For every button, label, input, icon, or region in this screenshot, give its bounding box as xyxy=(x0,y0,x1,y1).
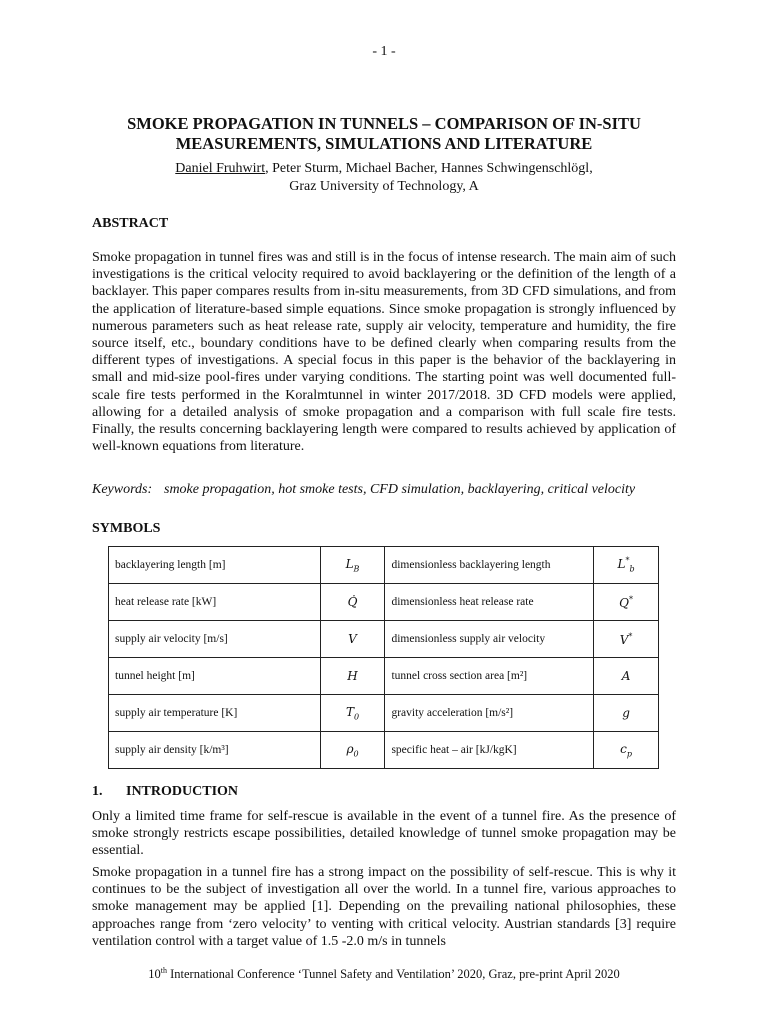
symbol-subscript: 0 xyxy=(353,712,360,722)
symbol-notation xyxy=(594,621,659,658)
symbol-superscript: * xyxy=(628,631,633,641)
affiliation: Graz University of Technology, A xyxy=(289,179,479,194)
symbols-heading: SYMBOLS xyxy=(92,521,161,536)
symbols-row xyxy=(109,732,659,769)
symbol-base: Q̇ xyxy=(347,595,358,609)
symbols-row xyxy=(109,658,659,695)
symbol-description: dimensionless heat release rate xyxy=(385,584,594,621)
symbol-description: dimensionless backlayering length xyxy=(385,547,594,584)
symbol-subscript: p xyxy=(626,749,632,759)
symbols-row xyxy=(109,584,659,621)
symbol-subscript: b xyxy=(629,564,635,574)
symbol-notation xyxy=(320,621,385,658)
symbols-table xyxy=(108,546,659,769)
symbol-description: tunnel height [m] xyxy=(109,658,321,695)
keywords-text: smoke propagation, hot smoke tests, CFD simulation, backlayering, critical velocity xyxy=(164,482,636,497)
page-number: - 1 - xyxy=(372,44,396,59)
title-line-1: SMOKE PROPAGATION IN TUNNELS – COMPARISON OF IN-SITU xyxy=(127,114,641,133)
abstract-text: Smoke propagation in tunnel fires was and still is in the focus of intense research. The main aim of such investigations is the critical velocity required to avoid backlayering or the definition of the length of a backlayer. This paper compares results from in-situ measurements, from 3D CFD simulations, and from the application of literature-based simple equations. Since smoke propagation is strongly influenced by numerous parameters such as heat release rate, supply air velocity, temperature and humidity, the fire source itself, etc., boundary conditions have to be defined clearly when comparing results from the different types of investigations. A special focus in this paper is the behavior of the backlayering in small and mid-size pool-fires under varying conditions. The starting point was well documented full-scale fire tests performed in the Koralmtunnel in winter 2017/2018. 3D CFD models were applied, allowing for a detailed analysis of smoke propagation and a comparison with full scale fire tests. Finally, the results concerning backlayering length were compared to results achieved by application of well-known equations from literature. xyxy=(92,250,676,455)
symbol-base: Q xyxy=(619,595,629,610)
keywords xyxy=(92,481,676,498)
symbol-notation xyxy=(320,547,385,584)
symbols-row xyxy=(109,547,659,584)
intro-paragraph-2: Smoke propagation in a tunnel fire has a strong impact on the possibility of self-rescue. This is why it continues to be the subject of investigation all over the world. In a tunnel fire, various approaches to smoke management may be applied [1]. Depending on the prevailing national philosophies, these approaches range from ‘zero velocity’ to venting with critical velocity. Austrian standards [3] require ventilation control with a target value of 1.5 -2.0 m/s in tunnels xyxy=(92,865,676,949)
symbol-description: specific heat – air [kJ/kgK] xyxy=(385,732,594,769)
symbol-description: supply air density [k/m³] xyxy=(109,732,321,769)
symbol-notation xyxy=(594,584,659,621)
symbols-row xyxy=(109,695,659,732)
symbol-base: V xyxy=(619,632,629,647)
authors-block xyxy=(70,160,698,196)
footer xyxy=(0,966,768,982)
symbol-base: L xyxy=(345,556,354,571)
symbol-base: ρ xyxy=(346,741,354,756)
symbol-subscript: B xyxy=(353,564,360,574)
symbol-notation xyxy=(320,695,385,732)
symbol-base: L xyxy=(617,557,626,572)
introduction-heading xyxy=(92,784,238,800)
symbol-description: supply air temperature [K] xyxy=(109,695,321,732)
symbol-notation xyxy=(320,658,385,695)
intro-paragraph-1: Only a limited time frame for self-rescue is available in the event of a tunnel fire. As the presence of smoke strongly restricts escape possibilities, detailed knowledge of tunnel smoke propagation may be essential. xyxy=(92,809,676,859)
symbol-base: H xyxy=(347,669,358,683)
paper-title xyxy=(70,114,698,154)
symbol-base: g xyxy=(622,706,630,720)
section-number: 1. xyxy=(92,784,103,799)
symbol-description: supply air velocity [m/s] xyxy=(109,621,321,658)
symbol-description: backlayering length [m] xyxy=(109,547,321,584)
footer-ordinal: 10 xyxy=(148,967,161,982)
symbol-notation xyxy=(320,732,385,769)
corresponding-author: Daniel Fruhwirt xyxy=(175,161,266,176)
symbol-notation xyxy=(320,584,385,621)
symbol-description: tunnel cross section area [m²] xyxy=(385,658,594,695)
symbol-base: T xyxy=(345,704,354,719)
footer-text: International Conference ‘Tunnel Safety and Ventilation’ 2020, Graz, pre-print April 2020 xyxy=(166,967,620,982)
symbol-notation xyxy=(594,547,659,584)
title-line-2: MEASUREMENTS, SIMULATIONS AND LITERATURE xyxy=(175,134,593,153)
symbol-subscript: 0 xyxy=(353,749,359,759)
symbol-description: gravity acceleration [m/s²] xyxy=(385,695,594,732)
symbol-superscript: * xyxy=(628,594,633,604)
symbol-base: A xyxy=(621,669,631,683)
section-title: INTRODUCTION xyxy=(126,784,239,799)
symbol-superscript: * xyxy=(625,556,630,566)
abstract-heading: ABSTRACT xyxy=(92,216,169,231)
symbol-description: dimensionless supply air velocity xyxy=(385,621,594,658)
symbols-row xyxy=(109,621,659,658)
symbol-notation xyxy=(594,732,659,769)
footer-ordinal-suffix: th xyxy=(160,966,167,975)
symbol-description: heat release rate [kW] xyxy=(109,584,321,621)
symbol-base: V xyxy=(348,632,357,646)
keywords-label: Keywords: xyxy=(92,482,153,497)
symbol-notation xyxy=(594,695,659,732)
symbol-base: c xyxy=(620,741,627,756)
co-authors: , Peter Sturm, Michael Bacher, Hannes Schwingenschlögl, xyxy=(265,161,593,176)
symbol-notation xyxy=(594,658,659,695)
